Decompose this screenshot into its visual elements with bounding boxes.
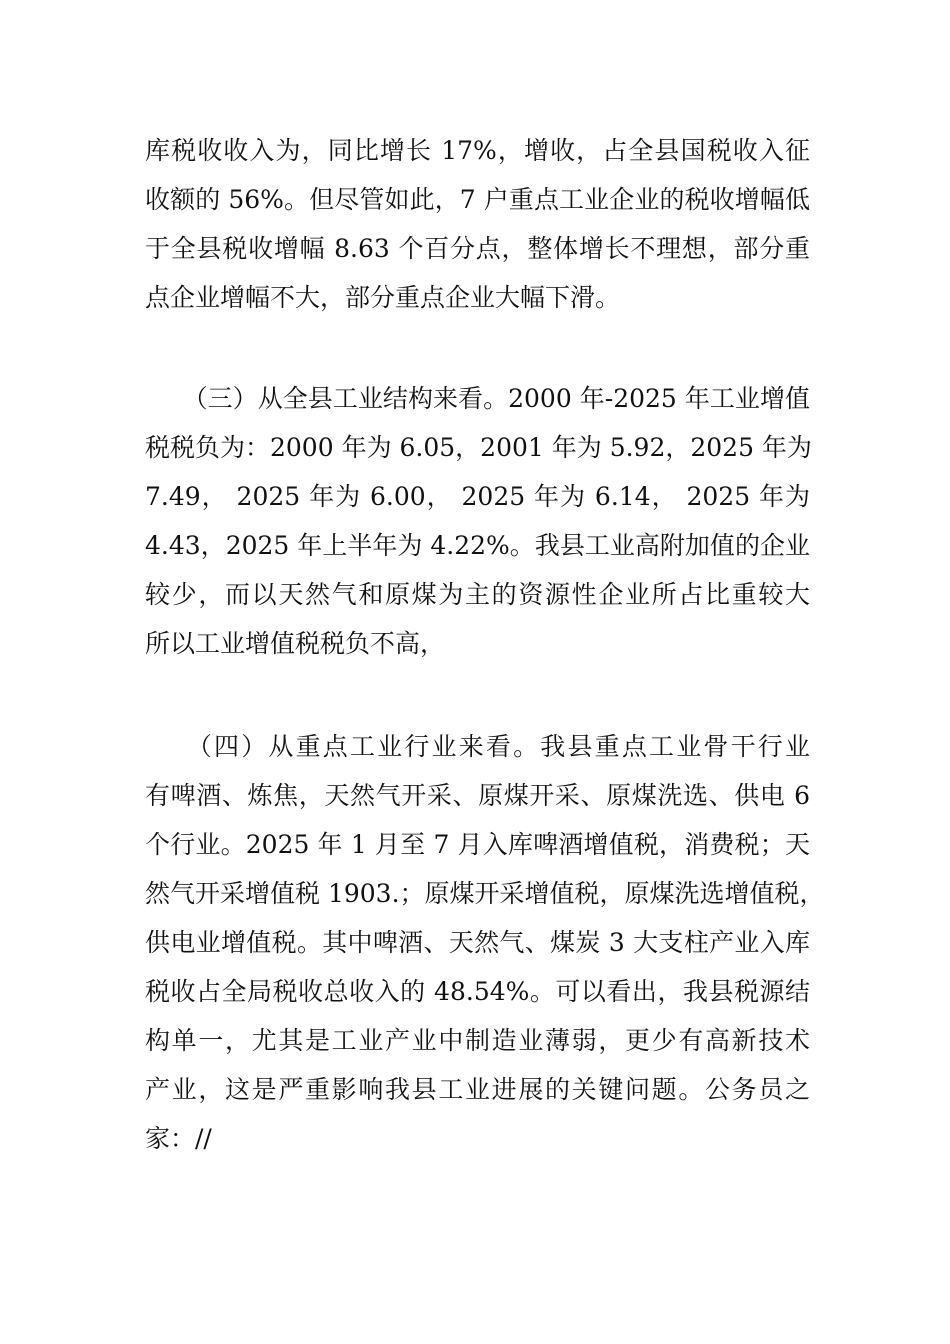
paragraph-industry-structure [145, 374, 810, 668]
paragraph-tax-revenue [145, 126, 810, 322]
text-line: （三）从全县工业结构来看。2000 年-2025 年工业增值 [145, 384, 810, 413]
text-line: 税收占全局税收总收入的 48.54%。可以看出，我县税源结 [145, 977, 810, 1006]
paragraph-key-industries [145, 722, 825, 1163]
text-line: 然气开采增值税 1903.；原煤开采增值税，原煤洗选增值税， [145, 879, 825, 908]
text-line: 家：// [145, 1124, 212, 1153]
text-line: 构单一，尤其是工业产业中制造业薄弱，更少有高新技术 [145, 1026, 810, 1055]
text-line: （四）从重点工业行业来看。我县重点工业骨干行业 [145, 732, 810, 761]
text-line: 点企业增幅不大，部分重点企业大幅下滑。 [145, 283, 621, 312]
text-line: 税税负为：2000 年为 6.05，2001 年为 5.92，2025 年为 [145, 433, 812, 462]
text-line: 所以工业增值税税负不高， [145, 629, 446, 658]
text-line: 供电业增值税。其中啤酒、天然气、煤炭 3 大支柱产业入库 [145, 928, 810, 957]
text-line: 7.49， 2025 年为 6.00， 2025 年为 6.14， 2025 年为 [145, 482, 810, 511]
text-line: 于全县税收增幅 8.63 个百分点，整体增长不理想，部分重 [145, 234, 810, 263]
text-line: 有啤酒、炼焦，天然气开采、原煤开采、原煤洗选、供电 6 [145, 781, 810, 810]
text-line: 个行业。2025 年 1 月至 7 月入库啤酒增值税，消费税；天 [145, 830, 810, 859]
text-line: 4.43，2025 年上半年为 4.22%。我县工业高附加值的企业 [145, 531, 810, 560]
text-line: 较少，而以天然气和原煤为主的资源性企业所占比重较大 [145, 580, 810, 609]
text-line: 收额的 56%。但尽管如此，7 户重点工业企业的税收增幅低 [145, 185, 810, 214]
text-line: 产业，这是严重影响我县工业进展的关键问题。公务员之 [145, 1075, 810, 1104]
text-line: 库税收收入为，同比增长 17%，增收，占全县国税收入征 [145, 136, 810, 165]
